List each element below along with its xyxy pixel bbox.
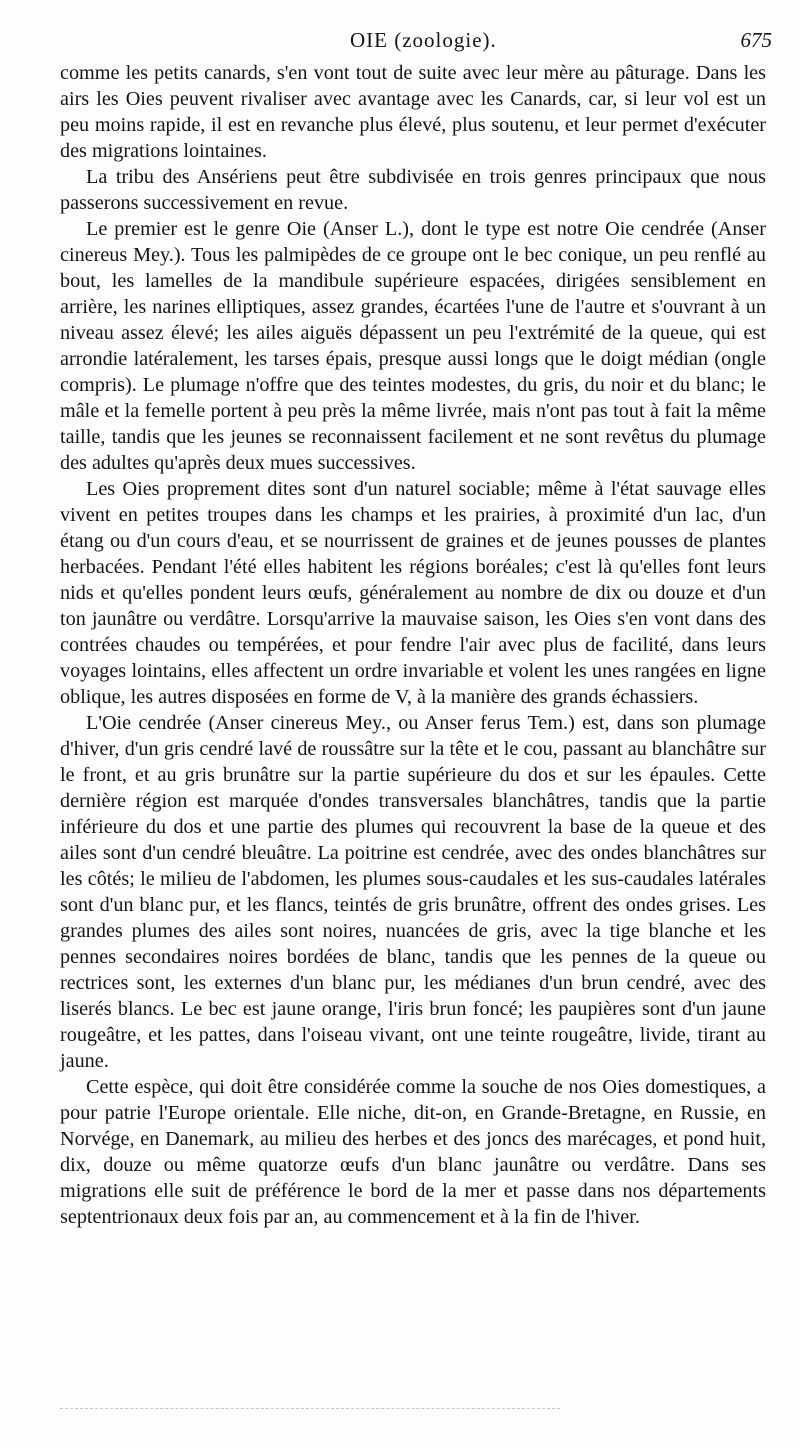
running-title: OIE (zoologie). <box>350 28 497 52</box>
running-header <box>60 28 772 58</box>
paragraph-tribu-anseriens: La tribu des Ansériens peut être subdivisée en trois genres principaux que nous passerons successivement en revue. <box>60 166 766 214</box>
paragraph-oies-moeurs: Les Oies proprement dites sont d'un naturel sociable; même à l'état sauvage elles vivent en petites troupes dans les champs et les prairies, à proximité d'un lac, d'un étang ou d'un cours d'eau, et se nourrissent de graines et de jeunes pousses de plantes herbacées. Pendant l'été elles habitent les régions boréales; c'est là qu'elles font leurs nids et qu'elles pondent leurs œufs, généralement au nombre de dix ou douze et d'un ton jaunâtre ou verdâtre. Lorsqu'arrive la mauvaise saison, les Oies s'en vont dans des contrées chaudes ou tempérées, et pour fendre l'air avec plus de facilité, dans leurs voyages lointains, elles affectent un ordre invariable et volent les unes rangées en ligne oblique, les autres disposées en forme de V, à la manière des grands échassiers. <box>60 478 766 708</box>
paragraph-continuation: comme les petits canards, s'en vont tout de suite avec leur mère au pâturage. Dans les airs les Oies peuvent rivaliser avec avantage avec les Canards, car, si leur vol est un peu moins rapide, il est en revanche plus élevé, plus soutenu, et leur permet d'exécuter des migrations lointaines. <box>60 62 766 162</box>
paragraph-genre-oie: Le premier est le genre Oie (Anser L.), dont le type est notre Oie cendrée (Anser cinereus Mey.). Tous les palmipèdes de ce groupe ont le bec conique, un peu renflé au bout, les lamelles de la mandibule supérieure espacées, dirigées sensiblement en arrière, les narines elliptiques, assez grandes, écartées l'une de l'autre et s'ouvrant à un niveau assez élevé; les ailes aiguës dépassent un peu l'extrémité de la queue, qui est arrondie latéralement, les tarses épais, presque aussi longs que le doigt médian (ongle compris). Le plumage n'offre que des teintes modestes, du gris, du noir et du blanc; le mâle et la femelle portent à peu près la même livrée, mais n'ont pas tout à fait la même taille, tandis que les jeunes se reconnaissent facilement et ne sont revêtus du plumage des adultes qu'après deux mues successives. <box>60 218 766 474</box>
footer-divider <box>60 1408 560 1409</box>
paragraph-oie-cendree: L'Oie cendrée (Anser cinereus Mey., ou Anser ferus Tem.) est, dans son plumage d'hiver, d'un gris cendré lavé de roussâtre sur la tête et le cou, passant au blanchâtre sur le front, et au gris brunâtre sur la partie supérieure du dos et sur les épaules. Cette dernière région est marquée d'ondes transversales blanchâtres, tandis que la partie inférieure du dos et une partie des plumes qui recouvrent la base de la queue et des ailes sont d'un cendré bleuâtre. La poitrine est cendrée, avec des ondes blanchâtres sur les côtés; le milieu de l'abdomen, les plumes sous-caudales et les sus-caudales latérales sont d'un blanc pur, et les flancs, teintés de gris brunâtre, offrent des ondes grises. Les grandes plumes des ailes sont noires, nuancées de gris, avec la tige blanche et les pennes secondaires noires bordées de blanc, tandis que les pennes de la queue ou rectrices sont, les externes d'un blanc pur, les médianes d'un brun cendré, avec des liserés blancs. Le bec est jaune orange, l'iris brun foncé; les paupières sont d'un jaune rougeâtre, et les pattes, dans l'oiseau vivant, ont une teinte rougeâtre, livide, tirant au jaune. <box>60 712 766 1072</box>
text-body <box>60 60 766 1230</box>
page-number: 675 <box>740 28 772 52</box>
paragraph-espece-origine: Cette espèce, qui doit être considérée comme la souche de nos Oies domestiques, a pour patrie l'Europe orientale. Elle niche, dit-on, en Grande-Bretagne, en Russie, en Norvége, en Danemark, au milieu des herbes et des joncs des marécages, et pond huit, dix, douze ou même quatorze œufs d'un blanc jaunâtre ou verdâtre. Dans ses migrations elle suit de préférence le bord de la mer et passe dans nos départements septentrionaux deux fois par an, au commencement et à la fin de l'hiver. <box>60 1076 766 1228</box>
